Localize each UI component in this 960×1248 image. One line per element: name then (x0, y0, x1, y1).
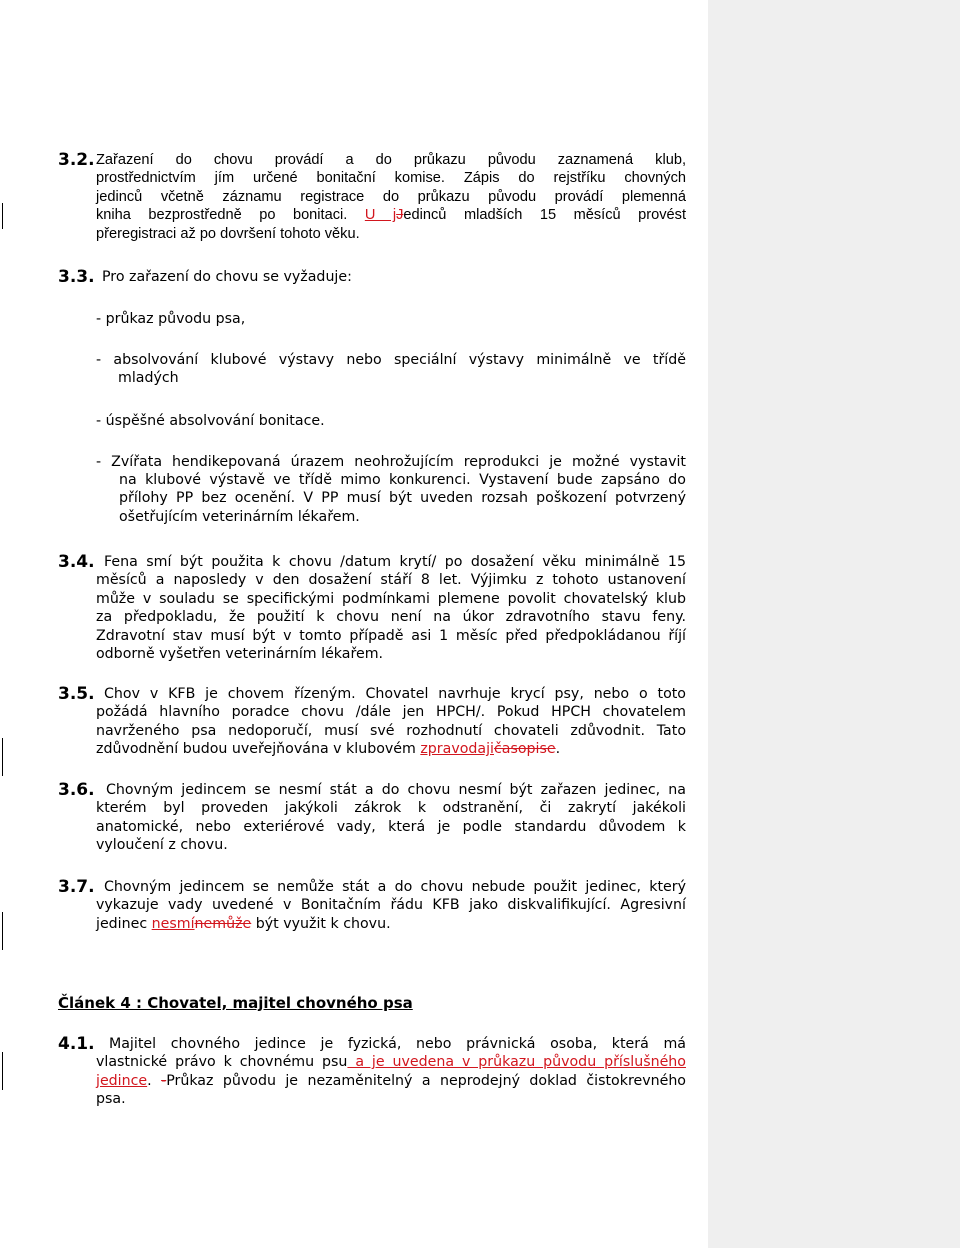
change-bar (2, 738, 3, 776)
text-line: Chovným jedincem se nemůže stát a do chovu nebude použit jedinec, který (104, 879, 686, 895)
section-3-6-text (96, 781, 686, 855)
text-line: na klubové výstavě ve třídě mimo konkurenci. Vystavení bude zapsáno do (119, 472, 686, 488)
text-run: zdůvodnění budou uveřejňována v klubovém (96, 741, 421, 758)
inserted-text: zpravodaji (420, 741, 494, 758)
section-number-3-4: 3.4. (58, 552, 95, 572)
text-line: Zařazení do chovu provádí a do průkazu původu zaznamená klub, (96, 152, 686, 168)
text-run: . (555, 741, 561, 758)
inserted-text: nesmí (151, 915, 195, 932)
article-heading: Článek 4 : Chovatel, majitel chovného psa (58, 994, 413, 1012)
inserted-text: a je uvedena v průkazu původu příslušného (347, 1054, 686, 1071)
change-bar (2, 912, 3, 950)
text-run: vlastnické právo k chovnému psu (96, 1054, 348, 1071)
text-line (96, 206, 686, 224)
text-line: odborně vyšetřen veterinárním lékařem. (96, 646, 384, 663)
section-number-3-2: 3.2. (58, 150, 95, 170)
text-line: požádá hlavního poradce chovu /dále jen HPCH/. Pokud HPCH chovatelem (96, 704, 686, 721)
requirement-item (96, 453, 686, 471)
text-line: mladých (118, 370, 179, 387)
text-line: jedinců včetně záznamu registrace do průkazu původu provádí plemenná (96, 188, 686, 205)
change-bar (2, 203, 3, 229)
text-run: edinců mladších 15 měsíců provést (403, 207, 686, 224)
text-line: psa. (96, 1091, 126, 1108)
text-run: kniha bezprostředně po bonitaci. (96, 207, 365, 224)
section-3-5-text (96, 685, 686, 759)
deleted-text: časopise (493, 741, 556, 758)
text-line: - absolvování klubové výstavy nebo speciální výstavy minimálně ve třídě (96, 352, 686, 368)
text-run: být využit k chovu. (251, 915, 391, 932)
text-line: měsíců a naposledy v den dosažení stáří 8 let. Výjimku z tohoto ustanovení (96, 572, 686, 589)
text-line: Majitel chovného jedince je fyzická, nebo právnická osoba, která má (109, 1036, 686, 1052)
section-3-3-intro: Pro zařazení do chovu se vyžaduje: (102, 269, 352, 285)
requirement-item (96, 351, 686, 388)
text-line: za předpokladu, že použití k chovu není na úkor zdravotního stavu feny. (96, 609, 686, 626)
deleted-text: J (396, 207, 404, 224)
text-line: - Zvířata hendikepovaná úrazem neohrožujícím reprodukci je možné vystavit (96, 454, 686, 470)
text-run: . (147, 1072, 162, 1089)
text-line: anatomické, nebo exteriérové vady, která je podle standardu důvodem k (96, 818, 686, 835)
text-line: přeregistraci až po dovršení tohoto věku. (96, 225, 360, 242)
text-line: Chovným jedincem se nesmí stát a do chovu nesmí být zařazen jedinec, na (106, 782, 686, 798)
text-line: Zdravotní stav musí být v tomto případě asi 1 měsíc před předpokládanou říjí (96, 627, 686, 644)
text-line: Chov v KFB je chovem řízeným. Chovatel navrhuje krycí psy, nebo o toto (104, 686, 686, 702)
section-number-3-5: 3.5. (58, 684, 95, 704)
text-line: vykazuje vady uvedené v Bonitačním řádu KFB jako diskvalifikující. Agresivní (96, 897, 686, 914)
text-line (96, 1053, 686, 1071)
inserted-text: jedince (96, 1072, 148, 1089)
text-line: přílohy PP bez ocenění. V PP musí být uveden rozsah poškození potvrzený (119, 490, 686, 507)
text-run: Průkaz původu je nezaměnitelný a neprodejný doklad čistokrevného (166, 1072, 686, 1089)
text-line: prostřednictvím jím určené bonitační komise. Zápis do rejstříku chovných (96, 170, 686, 187)
text-line (96, 1072, 686, 1090)
requirement-item-continuation (119, 471, 686, 526)
text-line: ošetřujícím veterinárním lékařem. (119, 508, 360, 525)
section-4-1-text (96, 1035, 686, 1109)
deleted-text: nemůže (194, 915, 252, 932)
requirement-item: - úspěšné absolvování bonitace. (96, 413, 325, 429)
section-3-4-text (96, 553, 686, 663)
text-line: vyloučení z chovu. (96, 837, 228, 854)
text-line: Fena smí být použita k chovu /datum krytí/ po dosažení věku minimálně 15 (104, 554, 686, 570)
section-number-4-1: 4.1. (58, 1034, 95, 1054)
section-3-2-text (96, 151, 686, 243)
section-number-3-7: 3.7. (58, 877, 95, 897)
text-line (96, 740, 686, 758)
text-line (96, 915, 686, 933)
text-line: kterém byl proveden jakýkoli zákrok k odstranění, či zakrytí jakékoli (96, 800, 686, 817)
text-line: může v souladu se specifickými podmínkami plemene povolit chovatelský klub (96, 590, 686, 607)
text-run: jedinec (96, 915, 152, 932)
section-number-3-6: 3.6. (58, 780, 95, 800)
text-line: navrženého psa nedoporučí, musí své rozhodnutí chovateli zdůvodnit. Tato (96, 722, 686, 739)
inserted-text: U j (364, 207, 397, 224)
section-3-7-text (96, 878, 686, 933)
change-bar (2, 1052, 3, 1090)
requirement-item: - průkaz původu psa, (96, 311, 246, 327)
deleted-text: - (161, 1072, 167, 1089)
comment-sidebar (708, 0, 960, 1248)
section-number-3-3: 3.3. (58, 267, 95, 287)
